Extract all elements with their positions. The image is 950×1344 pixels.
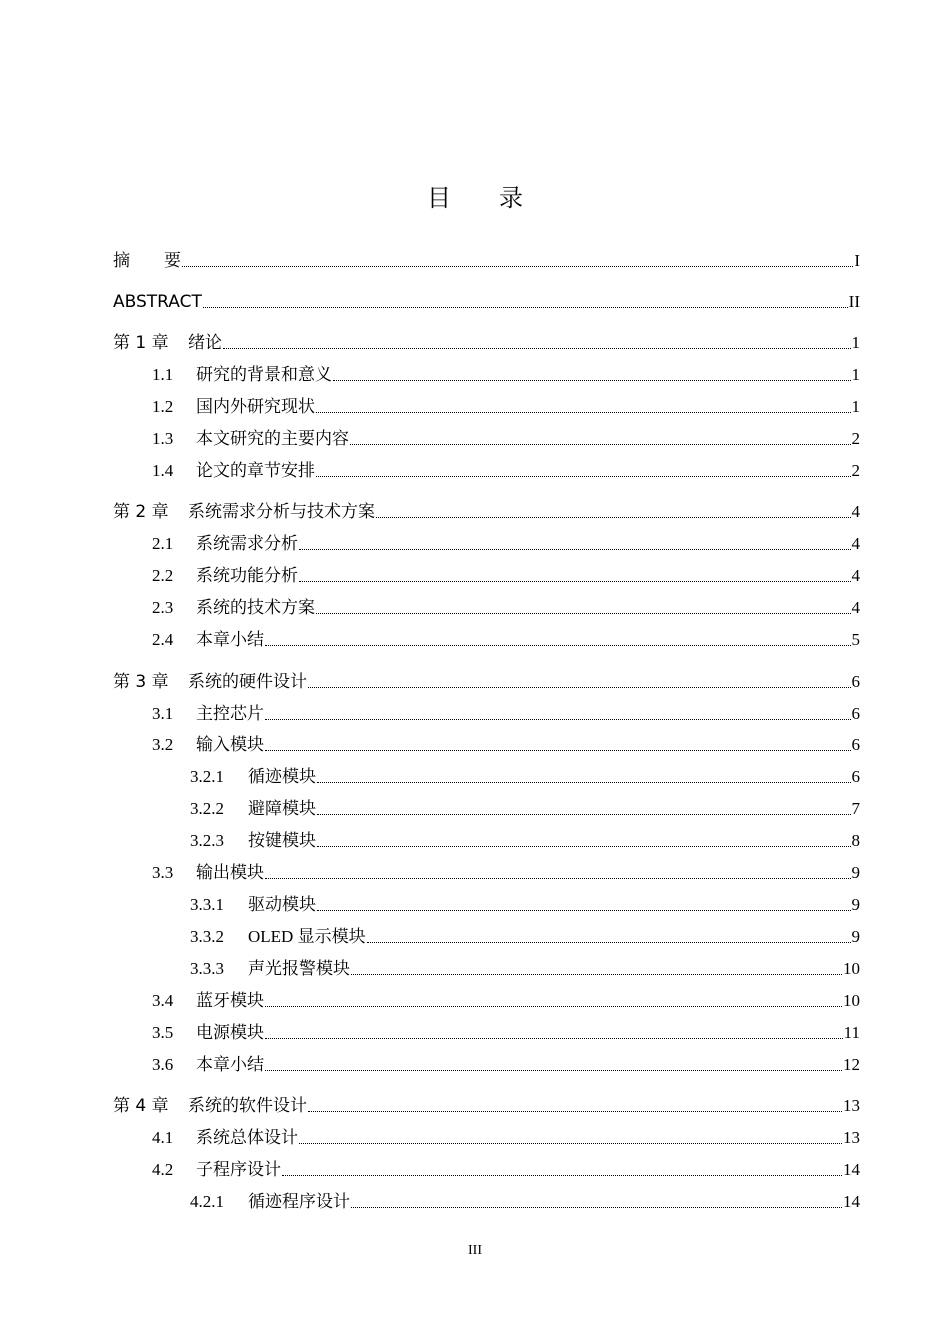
toc-entry-title: 摘 要: [113, 251, 181, 271]
toc-entry[interactable]: [113, 562, 860, 586]
toc-entry-page: 14: [843, 1160, 860, 1179]
dot-leader: [316, 412, 851, 413]
toc-entry-title: 系统需求分析与技术方案: [188, 502, 375, 522]
dot-leader: [282, 1175, 842, 1176]
toc-title: [0, 178, 950, 213]
toc-entry-number: 4.2.1: [190, 1192, 224, 1211]
toc-entry-title: 循迹程序设计: [248, 1192, 350, 1211]
toc-entry-page: 2: [851, 429, 860, 448]
toc-entry-number: 1.1: [152, 365, 174, 384]
toc-entry-page: 6: [851, 672, 860, 691]
toc-entry-title: 研究的背景和意义: [196, 365, 332, 384]
toc-entry-page: 4: [851, 566, 860, 585]
toc-entry-page: 10: [843, 959, 860, 978]
toc-entry-number: 3.4: [152, 991, 174, 1010]
toc-entry-number: 3.5: [152, 1023, 174, 1042]
toc-entry[interactable]: [113, 329, 860, 353]
toc-entry-number: 3.3.2: [190, 927, 224, 946]
toc-entry-title: 国内外研究现状: [196, 397, 315, 416]
toc-entry-title: 主控芯片: [196, 704, 264, 723]
toc-entry[interactable]: [113, 1188, 860, 1212]
toc-entry-page: 1: [851, 397, 860, 416]
toc-entry-page: 14: [843, 1192, 860, 1211]
dot-leader: [350, 444, 851, 445]
dot-leader: [317, 782, 851, 783]
toc-entry-number: 3.2.2: [190, 799, 224, 818]
toc-entry-title: 蓝牙模块: [196, 991, 264, 1010]
toc-entry-page: 6: [851, 704, 860, 723]
toc-entry-number: 3.1: [152, 704, 174, 723]
toc-title-left: 目: [427, 184, 451, 212]
toc-entry-number: 3.2.3: [190, 831, 224, 850]
toc-entry-number: 3.3.3: [190, 959, 224, 978]
dot-leader: [265, 1038, 843, 1039]
toc-title-right: 录: [499, 184, 523, 212]
toc-entry[interactable]: [113, 1156, 860, 1180]
toc-entry-number: 2.4: [152, 630, 174, 649]
toc-entry[interactable]: [113, 594, 860, 618]
toc-entry[interactable]: [113, 827, 860, 851]
toc-entry-page: 2: [851, 461, 860, 480]
toc-entry-number: 2.2: [152, 566, 174, 585]
toc-entry-title: 循迹模块: [248, 767, 316, 786]
toc-entry-number: 1.3: [152, 429, 174, 448]
toc-entry-page: 1: [851, 365, 860, 384]
toc-entry-page: II: [848, 292, 860, 311]
dot-leader: [265, 750, 851, 751]
toc-entry-number: 3.6: [152, 1055, 174, 1074]
toc-entry-title: ABSTRACT: [113, 292, 202, 312]
toc-entry-title: 避障模块: [248, 799, 316, 818]
toc-entry-page: 4: [851, 534, 860, 553]
toc-entry[interactable]: [113, 393, 860, 417]
toc-entry-number: 3.3.1: [190, 895, 224, 914]
toc-entry-title: 系统的硬件设计: [188, 672, 307, 692]
toc-entry[interactable]: [113, 361, 860, 385]
toc-entry-page: 9: [851, 895, 860, 914]
toc-entry-title: 子程序设计: [196, 1160, 281, 1179]
toc-entry-page: 1: [851, 333, 860, 352]
toc-entry[interactable]: [113, 530, 860, 554]
toc-entry-number: 4.2: [152, 1160, 174, 1179]
toc-entry-title: 系统的软件设计: [188, 1096, 307, 1116]
toc-entry-title: 论文的章节安排: [196, 461, 315, 480]
dot-leader: [376, 517, 851, 518]
toc-entry[interactable]: [113, 498, 860, 522]
toc-entry[interactable]: [113, 247, 860, 271]
dot-leader: [265, 1006, 842, 1007]
toc-entry[interactable]: [113, 425, 860, 449]
toc-entry[interactable]: [113, 1124, 860, 1148]
toc-entry[interactable]: [113, 987, 860, 1011]
toc-entry-page: 13: [843, 1128, 860, 1147]
page-number: III: [468, 1243, 482, 1258]
dot-leader: [308, 1111, 842, 1112]
toc-entry-number: 4.1: [152, 1128, 174, 1147]
toc-entry[interactable]: [113, 795, 860, 819]
toc-entry-page: 4: [851, 502, 860, 521]
toc-entry-page: 9: [851, 863, 860, 882]
toc-entry[interactable]: [113, 859, 860, 883]
dot-leader: [351, 974, 842, 975]
toc-entry[interactable]: [113, 1092, 860, 1116]
toc-entry-page: 13: [843, 1096, 860, 1115]
toc-entry-number: 1.4: [152, 461, 174, 480]
toc-entry-page: 8: [851, 831, 860, 850]
toc-entry-title: 本章小结: [196, 1055, 264, 1074]
dot-leader: [317, 910, 851, 911]
toc-entry-title: 声光报警模块: [248, 959, 350, 978]
toc-entry-page: 7: [851, 799, 860, 818]
toc-entry-number: 第 2 章: [113, 502, 169, 522]
toc-entry[interactable]: [113, 763, 860, 787]
toc-entry-page: 10: [843, 991, 860, 1010]
toc-entry[interactable]: [113, 891, 860, 915]
toc-entry-title: 输出模块: [196, 863, 264, 882]
toc-entry-number: 3.3: [152, 863, 174, 882]
dot-leader: [265, 1070, 842, 1071]
toc-entry[interactable]: [113, 955, 860, 979]
toc-entry-title: 按键模块: [248, 831, 316, 850]
dot-leader: [299, 581, 851, 582]
toc-entry-title: 输入模块: [196, 735, 264, 754]
toc-entry-page: 6: [851, 767, 860, 786]
dot-leader: [367, 942, 851, 943]
toc-entry-number: 第 3 章: [113, 672, 169, 692]
toc-entry-number: 1.2: [152, 397, 174, 416]
toc-entry-page: 5: [851, 630, 860, 649]
toc-entry-number: 3.2.1: [190, 767, 224, 786]
toc-entry-page: 6: [851, 735, 860, 754]
toc-entry[interactable]: [113, 626, 860, 650]
toc-entry-number: 3.2: [152, 735, 174, 754]
dot-leader: [317, 814, 851, 815]
toc-entry[interactable]: [113, 700, 860, 724]
toc-entry-title: 驱动模块: [248, 895, 316, 914]
dot-leader: [182, 266, 853, 267]
toc-entry-page: I: [854, 251, 860, 270]
toc-entry-number: 2.1: [152, 534, 174, 553]
toc-entry-title: 系统总体设计: [196, 1128, 298, 1147]
dot-leader: [351, 1207, 842, 1208]
dot-leader: [265, 719, 851, 720]
toc-entry-page: 11: [843, 1023, 860, 1042]
toc-entry[interactable]: [113, 1019, 860, 1043]
toc-entry-number: 第 4 章: [113, 1096, 169, 1116]
toc-entry-page: 4: [851, 598, 860, 617]
dot-leader: [333, 380, 851, 381]
toc-entry-page: 12: [843, 1055, 860, 1074]
dot-leader: [316, 613, 851, 614]
toc-entry-page: 9: [851, 927, 860, 946]
toc-entry[interactable]: [113, 457, 860, 481]
toc-entry-title: OLED 显示模块: [248, 927, 366, 946]
dot-leader: [308, 687, 851, 688]
toc-entry-title: 绪论: [188, 333, 222, 353]
toc-entry-title: 本章小结: [196, 630, 264, 649]
toc-entry-title: 本文研究的主要内容: [196, 429, 349, 448]
dot-leader: [203, 307, 848, 308]
toc-entry-number: 2.3: [152, 598, 174, 617]
toc-entry-title: 系统需求分析: [196, 534, 298, 553]
toc-entry-number: 第 1 章: [113, 333, 169, 353]
dot-leader: [316, 476, 851, 477]
toc-entry-title: 系统的技术方案: [196, 598, 315, 617]
toc-entry-title: 电源模块: [196, 1023, 264, 1042]
toc-entry[interactable]: [113, 668, 860, 692]
toc-entry[interactable]: [113, 923, 860, 947]
dot-leader: [299, 549, 851, 550]
dot-leader: [265, 645, 851, 646]
toc-entry[interactable]: [113, 1051, 860, 1075]
dot-leader: [265, 878, 851, 879]
dot-leader: [223, 348, 851, 349]
dot-leader: [299, 1143, 842, 1144]
toc-entry[interactable]: [113, 731, 860, 755]
toc-entry-title: 系统功能分析: [196, 566, 298, 585]
toc-entry[interactable]: [113, 288, 860, 312]
dot-leader: [317, 846, 851, 847]
